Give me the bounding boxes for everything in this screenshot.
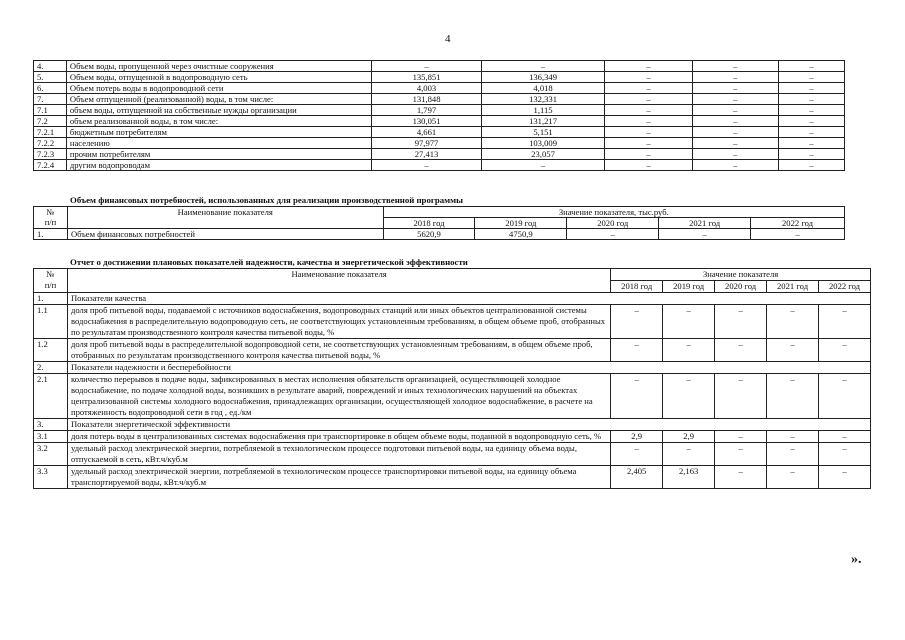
value-2018: – <box>372 61 481 72</box>
table-row <box>34 466 871 489</box>
header-name: Наименование показателя <box>67 207 383 229</box>
row-num: 7.1 <box>34 105 67 116</box>
table-row <box>34 83 845 94</box>
value-2021: – <box>767 305 819 339</box>
value-2022: – <box>819 305 871 339</box>
group-row <box>34 362 871 374</box>
table-row <box>34 443 871 466</box>
value-2018: – <box>611 443 663 466</box>
header-value: Значение показателя <box>611 269 871 281</box>
value-2019: 4750,9 <box>475 229 567 240</box>
row-num: 7.2.1 <box>34 127 67 138</box>
row-num: 1.1 <box>34 305 68 339</box>
header-num: № п/п <box>34 207 68 229</box>
financial-table <box>33 206 845 240</box>
value-2022: – <box>819 339 871 362</box>
value-2019: – <box>663 443 715 466</box>
table-row <box>34 305 871 339</box>
row-num: 1.2 <box>34 339 68 362</box>
value-2019: 132,331 <box>481 94 605 105</box>
row-name: Объем финансовых потребностей <box>67 229 383 240</box>
value-2018: 4,003 <box>372 83 481 94</box>
table-row <box>34 116 845 127</box>
value-2021: – <box>692 116 778 127</box>
value-2022: – <box>778 83 844 94</box>
value-2019: – <box>663 305 715 339</box>
row-num: 3.2 <box>34 443 68 466</box>
row-num: 1. <box>34 229 68 240</box>
header-year: 2019 год <box>475 218 567 229</box>
value-2021: – <box>692 127 778 138</box>
value-2021: – <box>767 374 819 419</box>
group-row <box>34 419 871 431</box>
value-2021: – <box>767 431 819 443</box>
row-num: 5. <box>34 72 67 83</box>
value-2019: – <box>481 61 605 72</box>
header-year: 2021 год <box>659 218 751 229</box>
value-2021: – <box>692 83 778 94</box>
row-name: доля проб питьевой воды, подаваемой с источников водоснабжения, водопроводных станций или иных объектов централизованной системы водоснабжения в распределительную водопроводную сеть, не соответствующих установленным требованиям, в общем объеме проб, отобранных по результатам производственного контроля качества питьевой воды, % <box>67 305 610 339</box>
closing-quote-mark: ». <box>851 552 862 567</box>
value-2019: 1,115 <box>481 105 605 116</box>
value-2018: 2,9 <box>611 431 663 443</box>
header-year: 2021 год <box>767 281 819 293</box>
value-2021: – <box>692 105 778 116</box>
value-2020: – <box>605 105 692 116</box>
value-2018: – <box>372 160 481 171</box>
table-row <box>34 127 845 138</box>
financial-section-title: Объем финансовых потребностей, использованных для реализации производственной программы <box>70 195 463 205</box>
value-2022: – <box>778 127 844 138</box>
value-2019: – <box>663 374 715 419</box>
row-num: 3.3 <box>34 466 68 489</box>
value-2020: – <box>605 116 692 127</box>
value-2021: – <box>692 138 778 149</box>
group-name: Показатели качества <box>67 293 870 305</box>
row-name: доля потерь воды в централизованных системах водоснабжения при транспортировке в общем объеме воды, поданной в водопроводную сеть, % <box>67 431 610 443</box>
value-2022: – <box>778 160 844 171</box>
value-2018: 131,848 <box>372 94 481 105</box>
row-num: 7.2.4 <box>34 160 67 171</box>
value-2022: – <box>778 94 844 105</box>
value-2022: – <box>778 72 844 83</box>
value-2018: – <box>611 339 663 362</box>
value-2018: 97,977 <box>372 138 481 149</box>
indicators-section-title: Отчет о достижении плановых показателей надежности, качества и энергетической эффективности <box>70 257 468 267</box>
header-year: 2020 год <box>567 218 659 229</box>
table-row <box>34 339 871 362</box>
row-num: 7.2 <box>34 116 67 127</box>
table-row <box>34 229 845 240</box>
row-num: 7. <box>34 94 67 105</box>
value-2022: – <box>778 61 844 72</box>
value-2019: 2,163 <box>663 466 715 489</box>
row-name: объем воды, отпущенной на собственные нужды организации <box>66 105 371 116</box>
value-2022: – <box>819 443 871 466</box>
row-name: прочим потребителям <box>66 149 371 160</box>
value-2019: – <box>663 339 715 362</box>
row-name: другим водопроводам <box>66 160 371 171</box>
value-2019: 131,217 <box>481 116 605 127</box>
value-2018: 4,661 <box>372 127 481 138</box>
value-2021: – <box>767 466 819 489</box>
header-year: 2018 год <box>611 281 663 293</box>
table-row <box>34 105 845 116</box>
value-2019: 136,349 <box>481 72 605 83</box>
row-num: 1. <box>34 293 68 305</box>
value-2022: – <box>778 116 844 127</box>
row-num: 2. <box>34 362 68 374</box>
table-row <box>34 431 871 443</box>
value-2018: 130,051 <box>372 116 481 127</box>
header-year: 2022 год <box>751 218 845 229</box>
row-num: 4. <box>34 61 67 72</box>
value-2021: – <box>767 339 819 362</box>
value-2021: – <box>692 160 778 171</box>
value-2019: 5,151 <box>481 127 605 138</box>
value-2020: – <box>715 466 767 489</box>
value-2022: – <box>751 229 845 240</box>
row-name: удельный расход электрической энергии, потребляемой в технологическом процессе подготовки питьевой воды, на единицу объема воды, отпускаемой в сеть, кВт.ч/куб.м <box>67 443 610 466</box>
value-2020: – <box>567 229 659 240</box>
row-name: Объем воды, отпущенной в водопроводную сеть <box>66 72 371 83</box>
value-2018: 27,413 <box>372 149 481 160</box>
row-name: количество перерывов в подаче воды, зафиксированных в местах исполнения обязательств организацией, осуществляющей холодное водоснабжение, по подаче холодной воды, возникших в результате аварий, повреждений и иных технологических нарушений на объектах централизованной системы холодного водоснабжения, принадлежащих организации, осуществляющей холодное водоснабжение, в расчете на протяженность водопроводной сети в год , ед./км <box>67 374 610 419</box>
value-2022: – <box>778 149 844 160</box>
header-num: № п/п <box>34 269 68 293</box>
group-row <box>34 293 871 305</box>
value-2019: 2,9 <box>663 431 715 443</box>
value-2022: – <box>819 466 871 489</box>
value-2020: – <box>715 339 767 362</box>
value-2022: – <box>778 138 844 149</box>
table-row <box>34 94 845 105</box>
row-num: 7.2.2 <box>34 138 67 149</box>
value-2021: – <box>692 72 778 83</box>
value-2021: – <box>692 61 778 72</box>
value-2021: – <box>692 149 778 160</box>
value-2020: – <box>715 374 767 419</box>
header-name: Наименование показателя <box>67 269 610 293</box>
value-2019: 23,057 <box>481 149 605 160</box>
row-name: Объем отпущенной (реализованной) воды, в том числе: <box>66 94 371 105</box>
value-2018: – <box>611 374 663 419</box>
value-2020: – <box>605 94 692 105</box>
value-2020: – <box>605 149 692 160</box>
value-2021: – <box>659 229 751 240</box>
table-row <box>34 160 845 171</box>
group-name: Показатели энергетической эффективности <box>67 419 870 431</box>
value-2019: 103,009 <box>481 138 605 149</box>
value-2020: – <box>715 305 767 339</box>
value-2022: – <box>819 431 871 443</box>
group-name: Показатели надежности и бесперебойности <box>67 362 870 374</box>
indicators-table <box>33 268 871 489</box>
header-year: 2018 год <box>383 218 475 229</box>
value-2020: – <box>605 127 692 138</box>
row-num: 3. <box>34 419 68 431</box>
page-number: 4 <box>445 33 451 45</box>
row-name: Объем потерь воды в водопроводной сети <box>66 83 371 94</box>
value-2020: – <box>605 160 692 171</box>
value-2019: – <box>481 160 605 171</box>
value-2020: – <box>715 443 767 466</box>
header-year: 2020 год <box>715 281 767 293</box>
row-num: 7.2.3 <box>34 149 67 160</box>
value-2021: – <box>692 94 778 105</box>
value-2018: 5620,9 <box>383 229 475 240</box>
row-num: 2.1 <box>34 374 68 419</box>
value-2020: – <box>605 61 692 72</box>
row-name: населению <box>66 138 371 149</box>
value-2018: 135,851 <box>372 72 481 83</box>
value-2019: 4,018 <box>481 83 605 94</box>
table-row <box>34 138 845 149</box>
header-year: 2022 год <box>819 281 871 293</box>
value-2018: – <box>611 305 663 339</box>
row-num: 6. <box>34 83 67 94</box>
row-name: удельный расход электрической энергии, потребляемой в технологическом процессе транспортировки питьевой воды, на единицу объема транспортируемой воды, кВт.ч/куб.м <box>67 466 610 489</box>
value-2020: – <box>715 431 767 443</box>
value-2022: – <box>819 374 871 419</box>
value-2018: 2,405 <box>611 466 663 489</box>
value-2021: – <box>767 443 819 466</box>
row-name: объем реализованной воды, в том числе: <box>66 116 371 127</box>
table-row <box>34 374 871 419</box>
value-2020: – <box>605 72 692 83</box>
value-2022: – <box>778 105 844 116</box>
row-name: Объем воды, пропущенной через очистные сооружения <box>66 61 371 72</box>
row-num: 3.1 <box>34 431 68 443</box>
value-2020: – <box>605 138 692 149</box>
value-2018: 1,797 <box>372 105 481 116</box>
value-2020: – <box>605 83 692 94</box>
row-name: доля проб питьевой воды в распределительной водопроводной сети, не соответствующих установленным требованиям, в общем объеме проб, отобранных по результатам производственного контроля качества питьевой воды, % <box>67 339 610 362</box>
table-row <box>34 149 845 160</box>
header-value: Значение показателя, тыс.руб. <box>383 207 844 218</box>
header-year: 2019 год <box>663 281 715 293</box>
table-row <box>34 61 845 72</box>
row-name: бюджетным потребителям <box>66 127 371 138</box>
table-row <box>34 72 845 83</box>
water-volume-table <box>33 60 845 171</box>
